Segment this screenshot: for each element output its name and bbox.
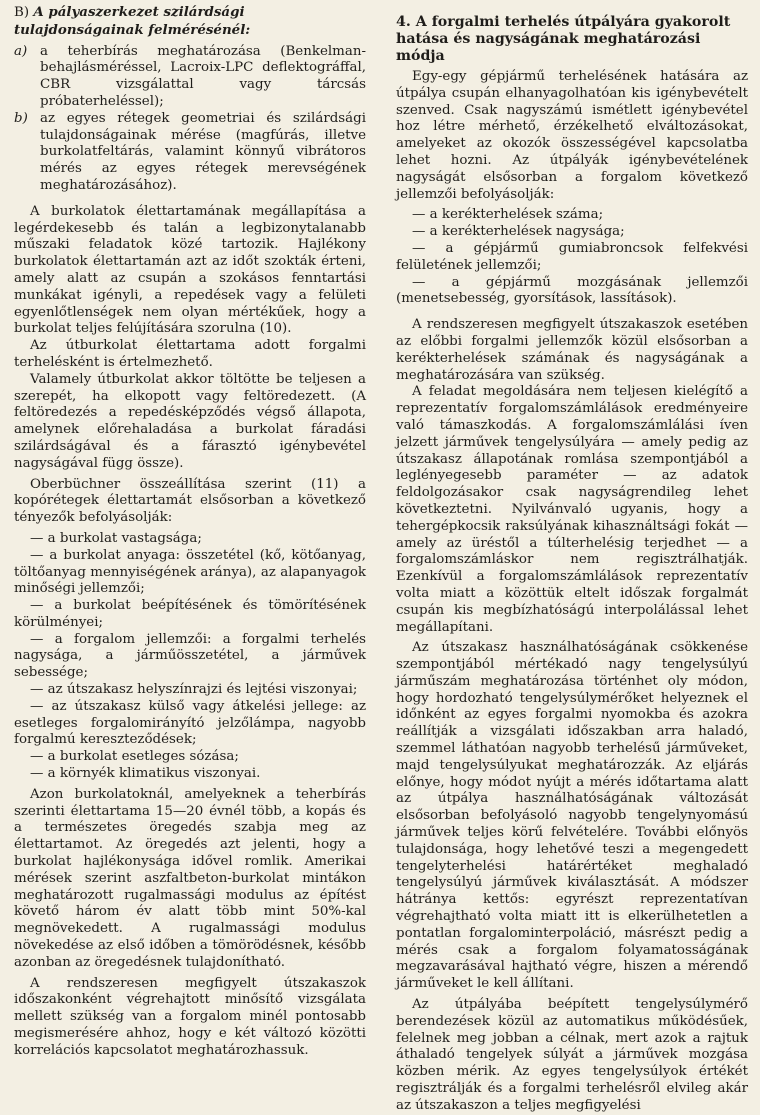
paragraph: Oberbüchner összeállítása szerint (11) a kopórétegek élettartamát elsősorban a következő tényezők befolyásolják: (14, 476, 366, 526)
dash-item: — a kerékterhelések száma; (412, 207, 604, 223)
list-item (14, 44, 366, 111)
list-marker: b) (14, 110, 28, 126)
list-text: a teherbírás meghatározása (Benkelman-behajlásméréssel, Lacroix-LPC deflektográffal, CBR vizsgálattal vagy tárcsás próbaterheléssel); (40, 43, 366, 109)
paragraph: A rendszeresen megfigyelt útszakaszok időszakonként végrehajtott minősítő vizsgálata mellett szükség van a forgalom minél pontosabb megismerésére ahhoz, hogy e két változó közötti korrelációs kapcsolatot meghatározhassuk. (14, 975, 366, 1058)
paragraph: A rendszeresen megfigyelt útszakaszok esetében az előbbi forgalmi jellemzők közül elsősorban a kerékterhelések számának és nagyságának a meghatározására van szükség. (396, 317, 748, 383)
traffic-factor-list (396, 207, 748, 308)
list-marker: a) (14, 43, 28, 59)
right-column (396, 4, 748, 1115)
dash-item: — a környék klimatikus viszonyai. (30, 766, 261, 782)
left-column (14, 4, 366, 1060)
section-title: A pályaszerkezet szilárdsági tulajdonságainak felmérésénél: (14, 4, 251, 38)
list-text: az egyes rétegek geometriai és szilárdsági tulajdonságainak mérése (magfúrás, illetve burkolatfeltárás, valamint könnyű vibrátoros mérés az egyes rétegek merevségének meghatározásához). (40, 110, 366, 193)
paragraph: Az útpályába beépített tengelysúlymérő berendezések közül az automatikus működésűek, felelnek meg jobban a célnak, mert azok a rajtuk áthaladó tengelyek súlyát a járművek mozgása közben mérik. Az egyes tengelysúlyok értékét regisztrálják és a forgalmi terhelésről elvileg akár az útszakaszon a teljes megfigyelési (396, 997, 748, 1113)
paragraph: A burkolatok élettartamának megállapítása a legérdekesebb és talán a legbizonytalanabb műszaki feladatok közé tartozik. Hajlékony burkolatok élettartamán azt az időt szokták érteni, amely alatt az csupán a szokásos fenntartási munkákat igényli, a repedések vagy a felületi egyenlőtlenségek nem olyan mértékűek, hogy a burkolat teljes felújítására szorulna (10). (14, 203, 366, 337)
dash-item: — a burkolat anyaga: összetétel (kő, kötőanyag, töltőanyag mennyiségének aránya), az alapanyagok minőségi jellemzői; (14, 547, 366, 597)
paragraph: Az útszakasz használhatóságának csökkenése szempontjából mértékadó nagy tengelysúlyú járműszám meghatározása történhet oly módon, hogy hordozható tengelysúlymérőket helyeznek el időnként az egyes forgalmi nyomokba és azokra reállítják a vizsgálati időszakban arra haladó, szemmel láthatóan nagyobb terhelésű járműveket, majd tengelysúlyukat meghatározzák. Az eljárás előnye, hogy módot nyújt a mérés időtartama alatt az útpálya használhatóságának változását elsősorban befolyásoló nagyobb tengelynyomású járművek teljes körű felvételére. További előnyös tulajdonsága, hogy lehetővé teszi a megengedett tengelyterhelési határértéket meghaladó tengelysúlyú járművek kiválasztását. A módszer hátránya kettős: egyrészt reprezentatívan végrehajtható volta miatt itt is elkerülhetetlen a pontatlan forgalominterpoláció, másrészt pedig a mérés csak a forgalom folyamatosságának megzavarásával hajtható végre, hiszen a mérendő járműveket le kell állítani. (396, 640, 748, 992)
factor-list (14, 531, 366, 783)
method-list (14, 44, 366, 195)
paragraph: Valamely útburkolat akkor töltötte be teljesen a szerepét, ha elkopott vagy feltöredezett. (A feltöredezés a repedésképződés végső állapota, amelynek előrehaladása a burkolat fáradási szilárdságával és a fárasztó igénybevétel nagyságával függ össze). (14, 371, 366, 471)
section-label: B) (14, 5, 30, 20)
dash-item: — a forgalom jellemzői: a forgalmi terhelés nagysága, a járműösszetétel, a járművek sebessége; (14, 631, 366, 681)
dash-item: — a gépjármű mozgásának jellemzői (menetsebesség, gyorsítások, lassítások). (396, 274, 748, 307)
dash-item: — a burkolat beépítésének és tömörítésének körülményei; (14, 598, 366, 630)
dash-item: — a gépjármű gumiabroncsok felfekvési felületének jellemzői; (396, 240, 748, 273)
section-heading: 4. A forgalmi terhelés útpályára gyakorolt hatása és nagyságának meghatározási módja (396, 14, 731, 64)
dash-item: — a burkolat esetleges sózása; (30, 749, 239, 765)
paragraph: Egy-egy gépjármű terhelésének hatására az útpálya csupán elhanyagolhatóan kis igénybevételt szenved. Csak nagyszámú ismétlett igénybevétel hoz létre mérhető, érzékelhető elváltozásokat, amelyeket az okozók összességével kapcsolatba lehet hozni. Az útpályák igénybevételének nagyságát elsősorban a forgalom következő jellemzői befolyásolják: (396, 69, 748, 202)
section-b-heading (14, 4, 366, 40)
list-item (14, 111, 366, 195)
paragraph: Azon burkolatoknál, amelyeknek a teherbírás szerinti élettartama 15—20 évnél több, a kopás és a természetes öregedés szabja meg az élettartamot. Az öregedés azt jelenti, hogy a burkolat hajlékonysága idővel romlik. Amerikai mérések szerint aszfaltbeton-burkolat mintákon meghatározott rugalmassági modulus az építést követő három év alatt több mint 50%-kal megnövekedett. A rugalmassági modulus növekedése az első időben a tömörödésnek, később azonban az öregedésnek tulajdonítható. (14, 786, 366, 970)
paragraph: A feladat megoldására nem teljesen kielégítő a reprezentatív forgalomszámlálások eredményeire való támaszkodás. A forgalomszámlálási íven jelzett járművek tengelysúlyára — amely pedig az útszakasz állapotának romlása szempontjából a leglényegesebb paraméter — az adatok feldolgozásakor csak nagyságrendileg lehet következtetni. Nyilvánvaló ugyanis, hogy a tehergépkocsik raksúlyának kihasználtsági fokát — amely az üréstől a túlterhelésig terjedhet — a forgalomszámláskor nem regisztrálhatják. Ezenkívül a forgalomszámlálások reprezentatív volta miatt a közöttük eltelt időszak forgalmát csupán kis megbízhatóságú interpolálással lehet megállapítani. (396, 384, 748, 635)
dash-item: — az útszakasz külső vagy átkelési jellege: az esetleges forgalomirányító jelzőlámpa, nagyobb forgalmú kereszteződések; (14, 698, 366, 748)
paragraph: Az útburkolat élettartama adott forgalmi terhelésként is értelmezhető. (14, 338, 366, 370)
dash-item: — a kerékterhelések nagysága; (412, 224, 625, 240)
dash-item: — az útszakasz helyszínrajzi és lejtési viszonyai; (30, 682, 358, 698)
dash-item: — a burkolat vastagsága; (30, 530, 202, 546)
